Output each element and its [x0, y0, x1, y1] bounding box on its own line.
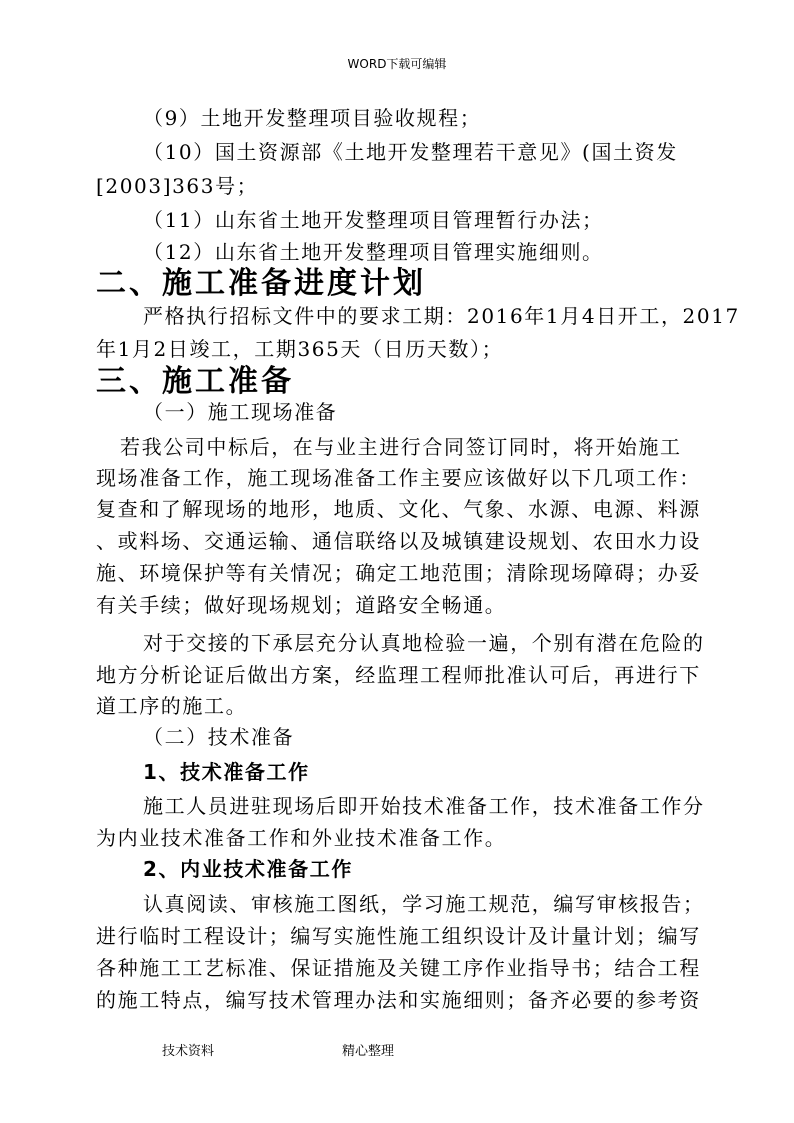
paragraph-line: 若我公司中标后，在与业主进行合同签订同时，将开始施工	[120, 435, 682, 459]
paragraph-line: 为内业技术准备工作和外业技术准备工作。	[96, 826, 507, 850]
list-item: （9）土地开发整理项目验收规程；	[143, 106, 482, 130]
subsection-heading: （一）施工现场准备	[143, 400, 338, 424]
paragraph-line: 道工序的施工。	[96, 694, 248, 718]
paragraph-line: 年1月2日竣工，工期365天（日历天数）；	[96, 337, 504, 361]
paragraph-line: 、或料场、交通运输、通信联络以及城镇建设规划、农田水力设	[96, 529, 701, 553]
paragraph-line: 认真阅读、审核施工图纸，学习施工规范，编写审核报告；	[143, 892, 705, 916]
footer-right: 精心整理	[342, 1044, 395, 1059]
paragraph-line: 各种施工工艺标准、保证措施及关键工序作业指导书；结合工程	[96, 956, 701, 980]
item-heading: 1、技术准备工作	[143, 760, 310, 784]
list-item: （10）国土资源部《土地开发整理若干意见》(国土资发	[143, 140, 678, 164]
item-heading: 2、内业技术准备工作	[143, 857, 353, 881]
paragraph-line: 施工人员进驻现场后即开始技术准备工作，技术准备工作分	[143, 794, 705, 818]
paragraph-line: 施、环境保护等有关情况；确定工地范围；清除现场障碍；办妥	[96, 561, 701, 585]
list-item: （12）山东省土地开发整理项目管理实施细则。	[143, 240, 604, 264]
paragraph-line: 复查和了解现场的地形，地质、文化、气象、水源、电源、料源	[96, 497, 701, 521]
list-item: （11）山东省土地开发整理项目管理暂行办法；	[143, 208, 604, 232]
footer-left: 技术资料	[162, 1044, 215, 1059]
paragraph-line: 严格执行招标文件中的要求工期：2016年1月4日开工，2017	[143, 304, 740, 328]
list-item-continuation: [2003]363号；	[96, 174, 259, 198]
paragraph-line: 有关手续；做好现场规划；道路安全畅通。	[96, 593, 507, 617]
paragraph-line: 的施工特点，编写技术管理办法和实施细则；备齐必要的参考资	[96, 988, 701, 1012]
paragraph-line: 对于交接的下承层充分认真地检验一遍，个别有潜在危险的	[143, 631, 705, 655]
paragraph-line: 地方分析论证后做出方案，经监理工程师批准认可后，再进行下	[96, 663, 701, 687]
section-heading: 三、施工准备	[96, 364, 294, 399]
page-header: WORD下载可编辑	[347, 57, 447, 71]
paragraph-line: 现场准备工作，施工现场准备工作主要应该做好以下几项工作：	[96, 466, 701, 490]
paragraph-line: 进行临时工程设计；编写实施性施工组织设计及计量计划；编写	[96, 924, 701, 948]
subsection-heading: （二）技术准备	[143, 725, 295, 749]
section-heading: 二、施工准备进度计划	[96, 266, 426, 301]
